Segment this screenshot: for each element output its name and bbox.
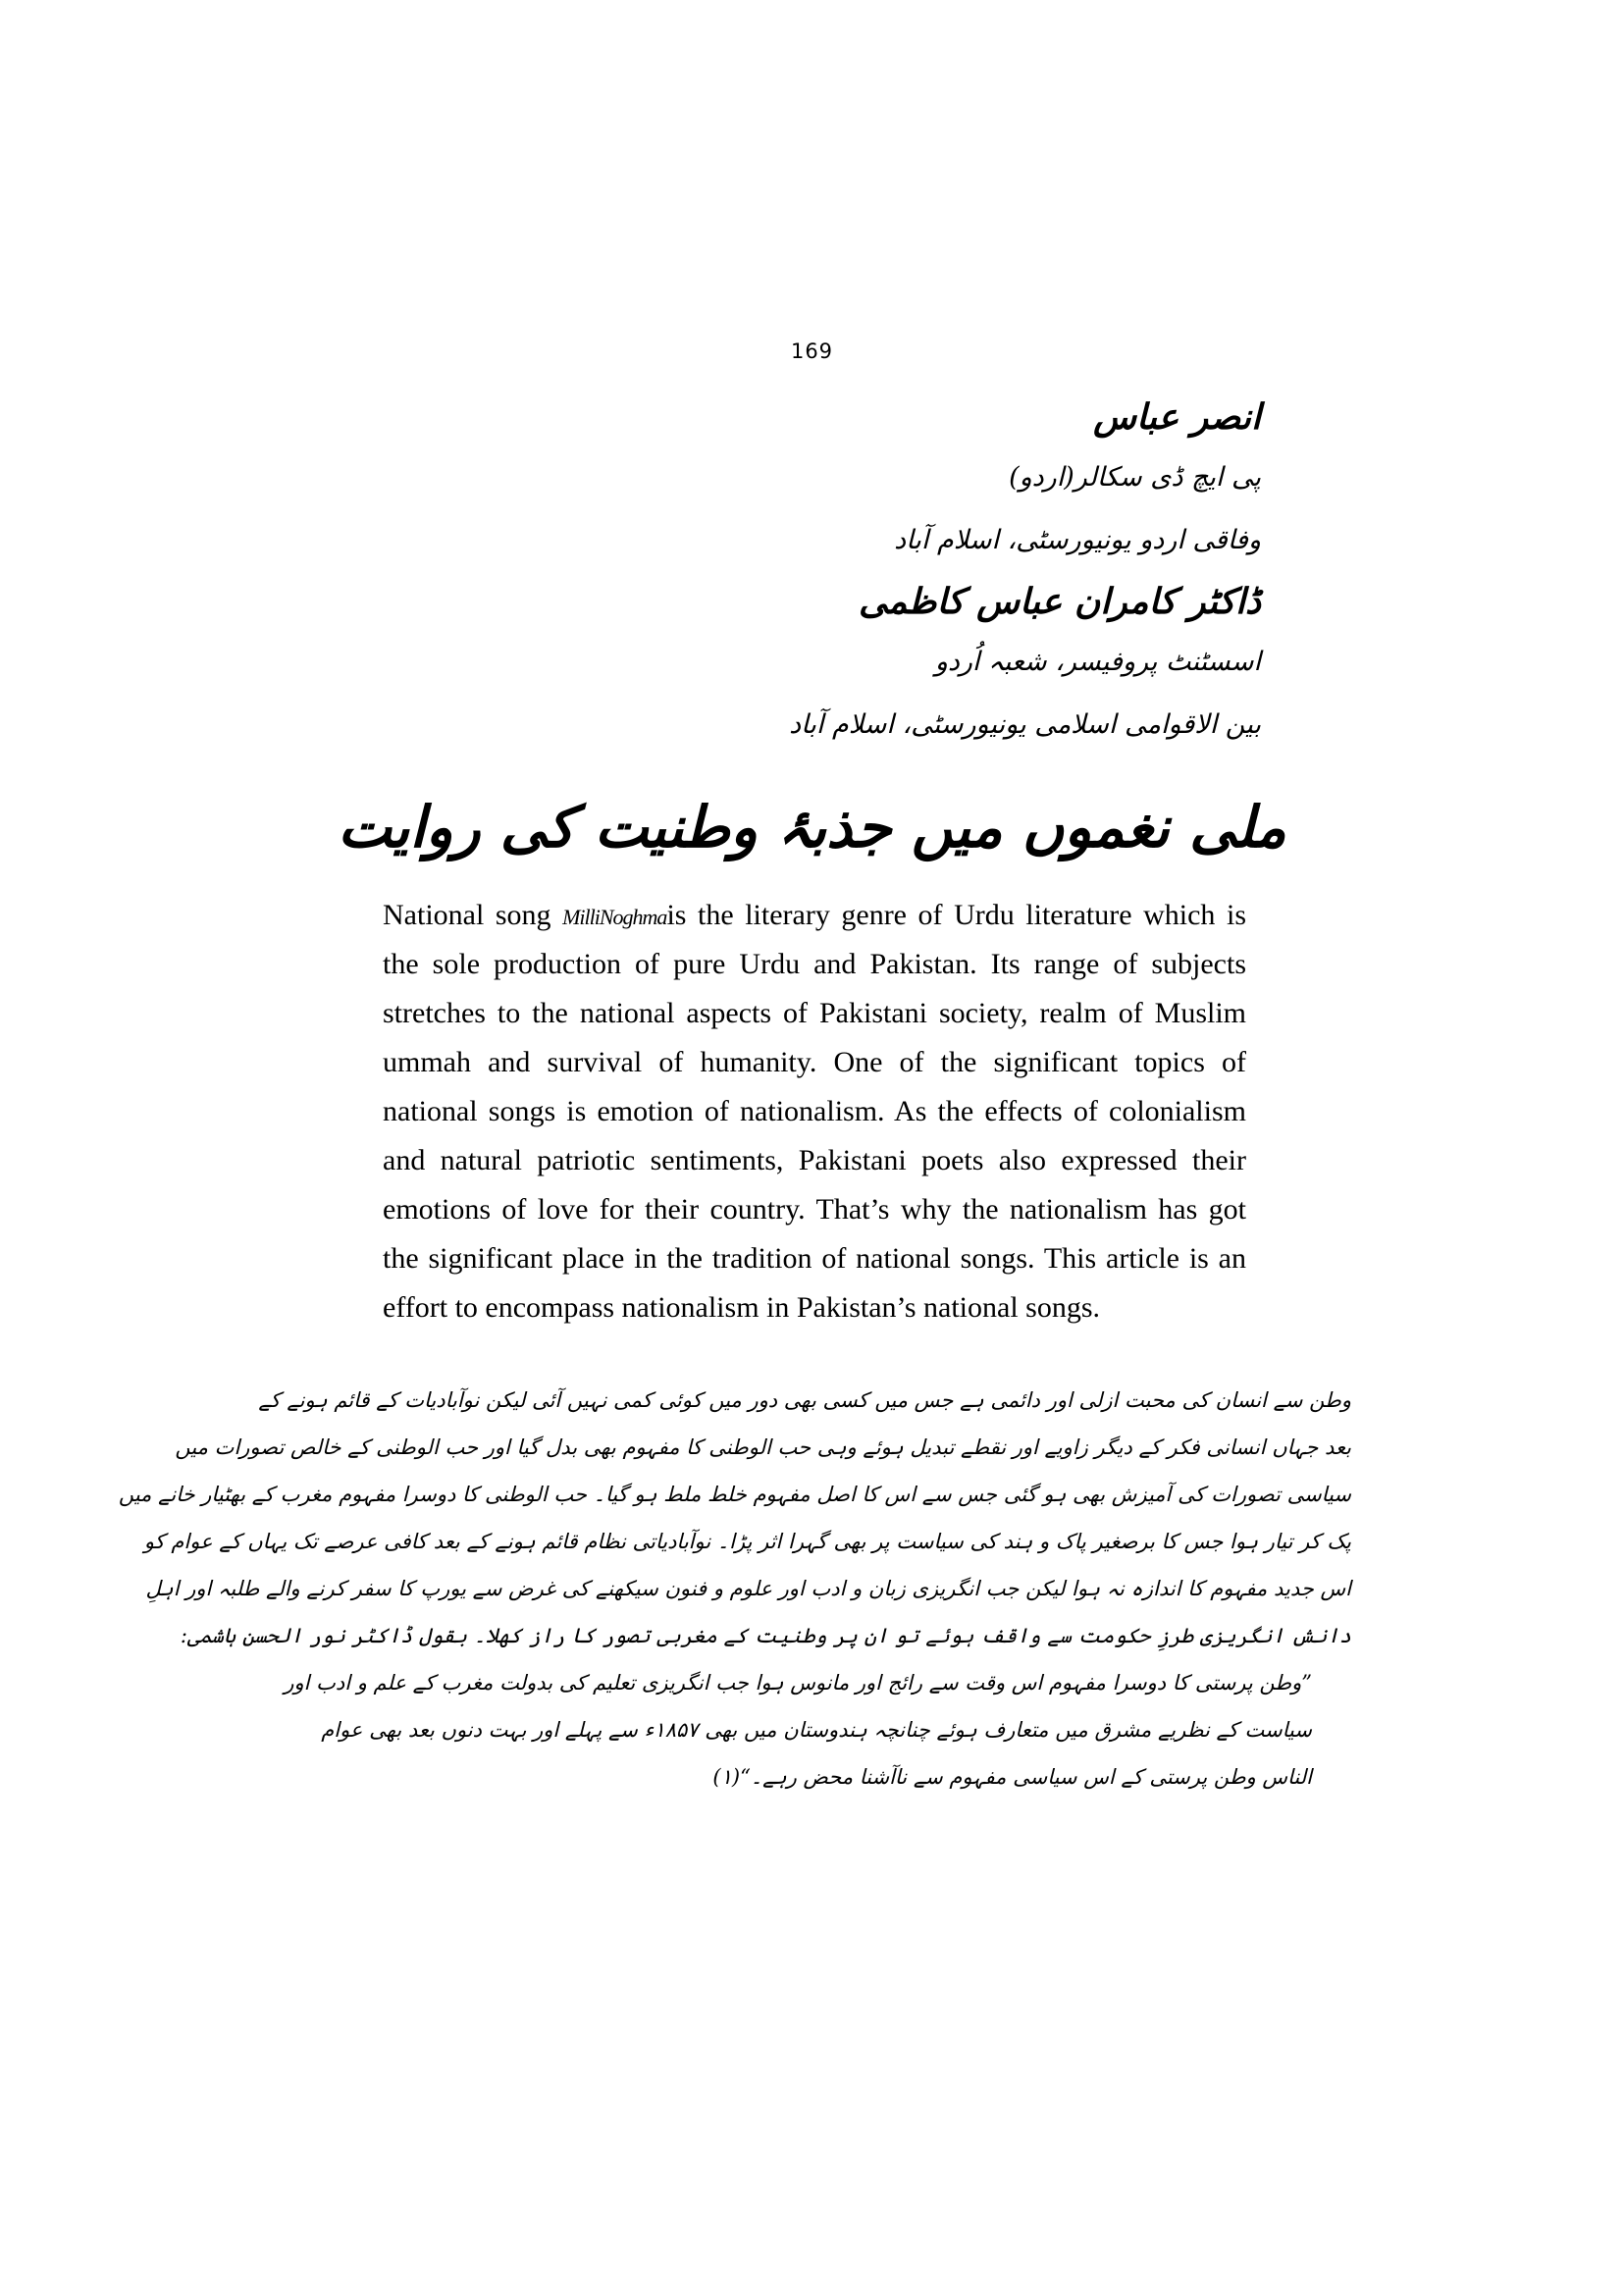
abstract-line-end: is the literary genre of Urdu literature which is [666, 899, 1246, 931]
abstract [383, 891, 1246, 1332]
quote-line: سیاست کے نظریے مشرق میں متعارف ہوئے چنانچہ ہندوستان میں بھی ۱۸۵۷ء سے پہلے اور بہت دنوں بعد بھی عوام [321, 1718, 1312, 1742]
author-block [456, 388, 1261, 756]
body-line: پک کر تیار ہوا جس کا برصغیر پاک و ہند کی سیاست پر بھی گہرا اثر پڑا۔ نوآبادیاتی نظام قائم ہونے کے بعد کافی عرصے تک یہاں کے عوام کو [143, 1530, 1351, 1553]
quote-line: ”وطن پرستی کا دوسرا مفہوم اس وقت سے رائج اور مانوس ہوا جب انگریزی تعلیم کی بدولت مغرب کے علم و ادب اور [284, 1671, 1312, 1695]
abstract-line: and natural patriotic sentiments, Pakistani poets also expressed their [383, 1144, 1246, 1176]
abstract-line: the sole production of pure Urdu and Pakistan. Its range of subjects [383, 948, 1246, 980]
author-1-position: پی ایچ ڈی سکالر(اردو) [1009, 462, 1261, 493]
abstract-line: stretches to the national aspects of Pakistani society, realm of Muslim [383, 997, 1246, 1029]
body-line: اس جدید مفہوم کا اندازہ نہ ہوا لیکن جب انگریزی زبان و ادب اور علوم و فنون سیکھنے کی غرض سے یورپ کا سفر کرنے والے طلبہ اور اہلِ [145, 1577, 1351, 1600]
quote-line: الناس وطن پرستی کے اس سیاسی مفہوم سے ناآشنا محض رہے۔“(۱) [712, 1765, 1312, 1789]
abstract-line: effort to encompass nationalism in Pakistan’s national songs. [383, 1291, 1101, 1324]
article-title: ملی نغموں میں جذبۂ وطنیت کی روایت [338, 794, 1286, 861]
abstract-line: ummah and survival of humanity. One of the significant topics of [383, 1046, 1246, 1078]
body-line: سیاسی تصورات کی آمیزش بھی ہو گئی جس سے اس کا اصل مفہوم خلط ملط ہو گیا۔ حب الوطنی کا دوسرا مفہوم مغرب کے بھٹیار خانے میں [118, 1483, 1351, 1506]
body-line: دانش انگریزی طرزِ حکومت سے واقف ہوئے تو ان پر وطنیت کے مغربی تصور کا راز کھلا۔ بقول ڈاکٹر نور الحسن ہاشمی: [180, 1624, 1351, 1647]
body-text [118, 1377, 1351, 1800]
abstract-term: MilliNoghma [562, 905, 667, 929]
author-2-name: ڈاکٹر کامران عباس کاظمی [858, 581, 1261, 622]
author-2-position: اسسٹنٹ پروفیسر، شعبہ اُردو [934, 647, 1261, 677]
abstract-line [383, 891, 1246, 940]
abstract-line: national songs is emotion of nationalism. As the effects of colonialism [383, 1095, 1246, 1127]
author-1-affiliation: وفاقی اردو یونیورسٹی، اسلام آباد [894, 525, 1261, 555]
author-1-name: انصر عباس [1093, 396, 1261, 438]
abstract-line: emotions of love for their country. That’s why the nationalism has got [383, 1193, 1246, 1226]
body-line: بعد جہاں انسانی فکر کے دیگر زاویے اور نقطے تبدیل ہوئے وہی حب الوطنی کا مفہوم بھی بدل گیا اور حب الوطنی کے خالص تصورات میں [175, 1435, 1351, 1459]
body-line: وطن سے انسان کی محبت ازلی اور دائمی ہے جس میں کسی بھی دور میں کوئی کمی نہیں آئی لیکن نوآبادیات کے قائم ہونے کے [258, 1388, 1351, 1412]
abstract-line: the significant place in the tradition of national songs. This article is an [383, 1242, 1246, 1275]
abstract-line-start: National song [383, 899, 563, 931]
author-2-affiliation: بین الاقوامی اسلامی یونیورسٹی، اسلام آباد [789, 709, 1261, 740]
page-number: 169 [790, 339, 834, 363]
